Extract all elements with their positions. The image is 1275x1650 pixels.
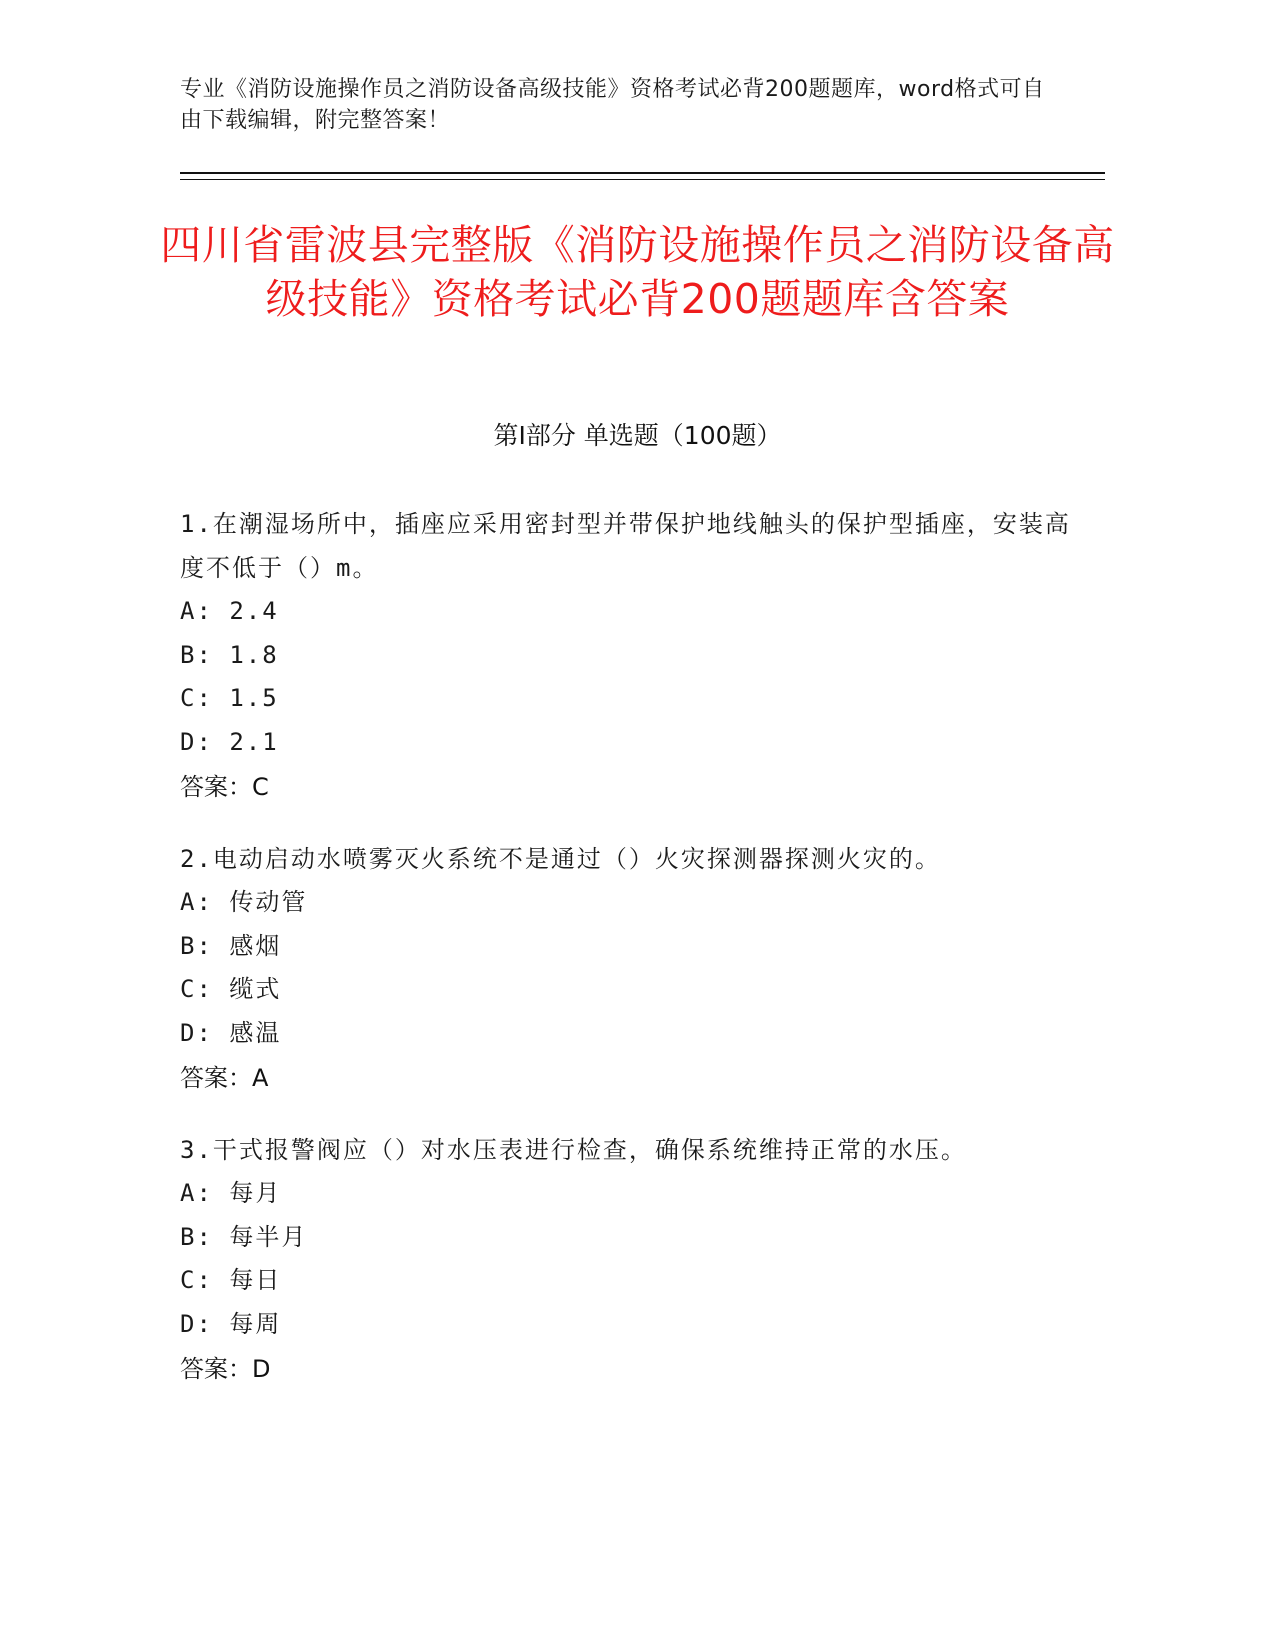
option-list <box>180 590 1080 764</box>
option-c: C: 1.5 <box>180 684 279 712</box>
option-c: C: 每日 <box>180 1266 282 1294</box>
option-d: D: 感温 <box>180 1018 282 1047</box>
option-b: B: 感烟 <box>180 931 282 960</box>
option-c: C: 缆式 <box>180 975 282 1003</box>
document-title: 四川省雷波县完整版《消防设施操作员之消防设备高级技能》资格考试必背200题题库含答案 <box>160 221 1115 323</box>
question-stem: 3.干式报警阀应（）对水压表进行检查，确保系统维持正常的水压。 <box>180 1136 967 1164</box>
option-b: B: 1.8 <box>180 640 279 669</box>
header-divider-thick <box>180 172 1105 174</box>
option-a: A: 2.4 <box>180 597 279 625</box>
option-d: D: 每周 <box>180 1309 282 1338</box>
header-divider-thin <box>180 179 1105 180</box>
option-d: D: 2.1 <box>180 727 279 756</box>
answer-line: 答案：C <box>180 773 269 801</box>
answer-line: 答案：A <box>180 1064 269 1092</box>
question-item <box>180 837 1080 1101</box>
question-stem: 1.在潮湿场所中，插座应采用密封型并带保护地线触头的保护型插座，安装高度不低于（）m。 <box>180 510 1071 582</box>
option-a: A: 传动管 <box>180 888 308 916</box>
option-a: A: 每月 <box>180 1179 282 1207</box>
question-item <box>180 1128 1080 1392</box>
question-stem: 2.电动启动水喷雾灭火系统不是通过（）火灾探测器探测火灾的。 <box>180 845 941 873</box>
option-list <box>180 1172 1080 1346</box>
section-title: 第Ⅰ部分 单选题（100题） <box>493 421 782 450</box>
header-note: 专业《消防设施操作员之消防设备高级技能》资格考试必背200题题库，word格式可自由下载编辑，附完整答案！ <box>180 77 1045 133</box>
question-list <box>180 502 1080 1419</box>
option-b: B: 每半月 <box>180 1222 308 1251</box>
option-list <box>180 881 1080 1055</box>
answer-line: 答案：D <box>180 1355 271 1383</box>
question-item <box>180 502 1080 810</box>
